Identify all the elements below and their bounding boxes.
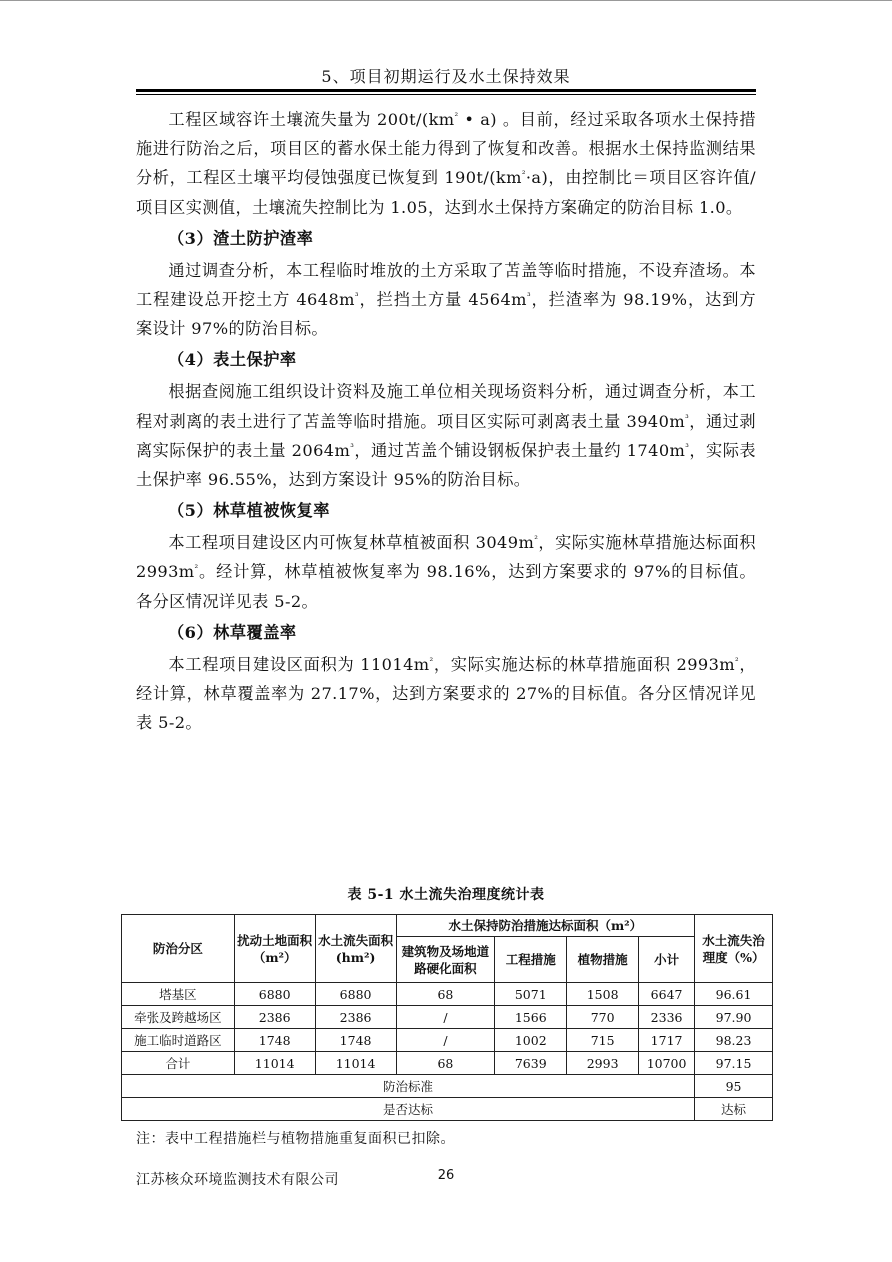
heading-vegetation-coverage: （6）林草覆盖率 xyxy=(168,622,297,642)
cell-zone: 塔基区 xyxy=(122,983,235,1006)
cell-building: 68 xyxy=(396,983,495,1006)
table-row xyxy=(122,983,773,1006)
cell-engineering: 1002 xyxy=(495,1029,567,1052)
footer-company: 江苏核众环境监测技术有限公司 xyxy=(136,1172,339,1188)
cell-subtotal: 2336 xyxy=(639,1006,695,1029)
cell-reached-label: 是否达标 xyxy=(122,1098,695,1121)
cell-engineering: 7639 xyxy=(495,1052,567,1075)
cell-loss: 1748 xyxy=(315,1029,396,1052)
cell-plant: 770 xyxy=(567,1006,639,1029)
paragraph-vegetation-restoration: 本工程项目建设区内可恢复林草植被面积 $3049m^{^2}$，实际实施林草措施达标面积 $2993m^{^2}$。经计算，林草植被恢复率为 98.16%，达到方案要求的 97%的目标值。各分区情况详见表 5-2。 xyxy=(136,533,757,611)
cell-degree: 96.61 xyxy=(695,983,773,1006)
col-header-engineering: 工程措施 xyxy=(495,937,567,983)
cell-loss: 6880 xyxy=(315,983,396,1006)
page-top-border xyxy=(0,0,892,1)
cell-degree: 97.90 xyxy=(695,1006,773,1029)
table-row xyxy=(122,1006,773,1029)
table-caption: 表 5-1 水土流失治理度统计表 xyxy=(347,887,545,903)
col-header-loss-area: 水土流失面积(hm²) xyxy=(315,915,396,983)
header-thin-rule xyxy=(136,94,756,95)
col-header-treatment-degree: 水土流失治理度（%） xyxy=(695,915,773,983)
heading-vegetation-restoration: （5）林草植被恢复率 xyxy=(168,501,330,521)
cell-subtotal: 10700 xyxy=(639,1052,695,1075)
cell-subtotal: 1717 xyxy=(639,1029,695,1052)
soil-loss-treatment-table xyxy=(121,914,773,1121)
cell-building: / xyxy=(396,1029,495,1052)
cell-loss: 2386 xyxy=(315,1006,396,1029)
col-header-disturbed-area: 扰动土地面积（m²） xyxy=(234,915,315,983)
header-thick-rule xyxy=(136,89,756,92)
cell-standard-value: 95 xyxy=(695,1075,773,1098)
cell-engineering: 1566 xyxy=(495,1006,567,1029)
cell-plant: 2993 xyxy=(567,1052,639,1075)
col-header-zone: 防治分区 xyxy=(122,915,235,983)
cell-zone: 牵张及跨越场区 xyxy=(122,1006,235,1029)
page-header-title: 5、项目初期运行及水土保持效果 xyxy=(321,67,571,86)
paragraph-vegetation-coverage: 本工程项目建设区面积为 $11014m^{^2}$，实际实施达标的林草措施面积 $2993m^{^2}$，经计算，林草覆盖率为 27.17%，达到方案要求的 27%的目标值。各分区情况详见表 5-2。 xyxy=(136,654,756,733)
cell-degree: 97.15 xyxy=(695,1052,773,1075)
col-header-plant: 植物措施 xyxy=(567,937,639,983)
table-row-total xyxy=(122,1052,773,1075)
cell-building: 68 xyxy=(396,1052,495,1075)
col-header-measures-group: 水土保持防治措施达标面积（m²） xyxy=(396,915,695,937)
cell-engineering: 5071 xyxy=(495,983,567,1006)
heading-topsoil-protection: （4）表土保护率 xyxy=(168,350,297,370)
cell-plant: 715 xyxy=(567,1029,639,1052)
cell-zone: 合计 xyxy=(122,1052,235,1075)
cell-building: / xyxy=(396,1006,495,1029)
paragraph-topsoil-protection: 根据查阅施工组织设计资料及施工单位相关现场资料分析，通过调查分析，本工程对剥离的表土进行了苫盖等临时措施。项目区实际可剥离表土量 $3940m^{^3}$，通过剥离实际保护的表土量 $2064m^{^3}$，通过苫盖个铺设钢板保护表土量约 $1740m^{^3}$，实际表土保护率 96.55%，达到方案设计 95%的防治目标。 xyxy=(136,382,756,490)
paragraph-soil-loss-control: 工程区域容许土壤流失量为 $200t/(km^{^2}$ • a) 。目前，经过采取各项水土保持措施进行防治之后，项目区的蓄水保土能力得到了恢复和改善。根据水土保持监测结果分析，工程区土壤平均侵蚀强度已恢复到 $190t/(km^{^2}\cdot a)$，由控制比＝项目区容许值/项目区实测值，土壤流失控制比为 1.05，达到水土保持方案确定的防治目标 1.0。 xyxy=(136,110,756,217)
table-note: 注：表中工程措施栏与植物措施重复面积已扣除。 xyxy=(136,1131,455,1147)
cell-loss: 11014 xyxy=(315,1052,396,1075)
table-row-reached xyxy=(122,1098,773,1121)
cell-standard-label: 防治标准 xyxy=(122,1075,695,1098)
paragraph-slag-protection: 通过调查分析，本工程临时堆放的土方采取了苫盖等临时措施，不设弃渣场。本工程建设总开挖土方 $4648m^{^3}$，拦挡土方量 $4564m^{^3}$，拦渣率为 98.19%，达到方案设计 97%的防治目标。 xyxy=(136,260,756,339)
cell-plant: 1508 xyxy=(567,983,639,1006)
cell-disturbed: 11014 xyxy=(234,1052,315,1075)
body-content xyxy=(136,105,756,737)
table-header-row xyxy=(122,915,773,937)
cell-disturbed: 1748 xyxy=(234,1029,315,1052)
cell-zone: 施工临时道路区 xyxy=(122,1029,235,1052)
table-row xyxy=(122,1029,773,1052)
cell-reached-value: 达标 xyxy=(695,1098,773,1121)
table-row-standard xyxy=(122,1075,773,1098)
cell-disturbed: 6880 xyxy=(234,983,315,1006)
col-header-subtotal: 小计 xyxy=(639,937,695,983)
col-header-building-area: 建筑物及场地道路硬化面积 xyxy=(396,937,495,983)
page-number: 26 xyxy=(437,1168,455,1183)
cell-subtotal: 6647 xyxy=(639,983,695,1006)
cell-degree: 98.23 xyxy=(695,1029,773,1052)
heading-slag-protection: （3）渣土防护渣率 xyxy=(168,228,314,248)
cell-disturbed: 2386 xyxy=(234,1006,315,1029)
